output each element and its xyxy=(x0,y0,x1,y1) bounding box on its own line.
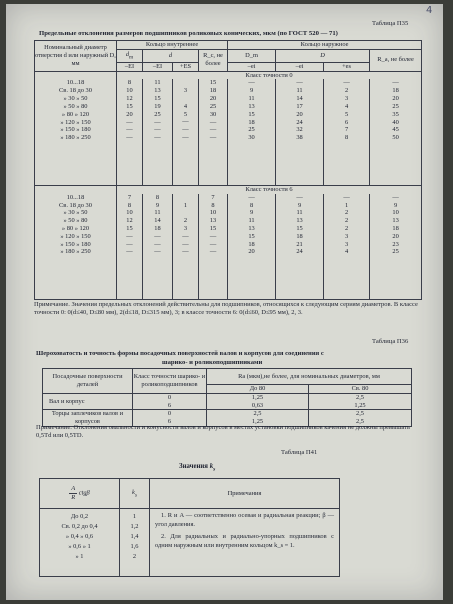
class6-range: » 50 » 80 xyxy=(63,217,88,225)
header-dm-outer: D_m xyxy=(228,49,276,62)
class0-range: » 80 » 120 xyxy=(61,110,90,118)
p36-to80-col-b: 2,5 1,25 xyxy=(207,410,309,427)
class0-col-4: 15 18 20 25 30 — — — xyxy=(199,79,228,185)
class0-col-5: — 9 11 13 15 18 25 30 xyxy=(228,79,276,185)
class0-col-7: — 2 3 4 5 6 7 8 xyxy=(324,79,370,185)
class6-col-8: — 9 10 13 18 20 23 25 xyxy=(370,194,422,300)
p41-range: До 0,2 xyxy=(70,513,89,520)
class0-range: » 30 » 50 xyxy=(63,95,88,103)
p41-range: » 0,4 » 0,6 xyxy=(65,532,94,540)
header-outer-ring: Кольцо наружное xyxy=(228,41,422,50)
p36-class-col-a: 0 6 xyxy=(133,393,207,410)
p41-range: » 0,6 » 1 xyxy=(68,542,91,550)
class0-col-1: 8 10 12 15 20 — — — xyxy=(117,79,143,185)
class0-col-2: 11 13 15 19 25 — — — xyxy=(143,79,173,185)
table-p41 xyxy=(39,478,340,577)
class0-range: 10...18 xyxy=(66,79,85,87)
header-ks: $k_s$ xyxy=(120,479,150,509)
table-p35-note: Примечание. Значения предельных отклонений действительны для подшипников, относящихся к следующим сериям диаметров. В классе точности 0: 0(d≤40, D≤80 мм), 2(d≤18, D≤315 мм), 3; в классе точности 6: 0(d≤60, D≤95 мм), 2, 3. xyxy=(34,301,418,317)
class0-range: » 50 » 80 xyxy=(63,102,88,110)
class6-col-2: 8 9 11 14 18 — — — xyxy=(143,194,173,300)
header-d-inner: d xyxy=(143,49,199,62)
header-ratio: $\frac{A}{R}$ ctgβ xyxy=(40,479,120,509)
class6-col-5: — 8 9 11 13 15 18 20 xyxy=(228,194,276,300)
header-over-80: Св. 80 xyxy=(309,385,412,394)
p36-to80-col-a: 1,25 0,63 xyxy=(207,393,309,410)
class6-ranges xyxy=(35,194,117,300)
header-ei-1: –EI xyxy=(117,62,143,71)
class6-col-6: — 9 11 13 15 18 21 24 xyxy=(276,194,324,300)
class6-col-7: — 1 2 2 2 3 3 4 xyxy=(324,194,370,300)
table-p36-title-2: шарико- и роликоподшипниками xyxy=(162,359,263,366)
row-shaft-housing: Вал и корпус xyxy=(43,393,133,410)
header-es-2: +es xyxy=(324,62,370,71)
table-p36 xyxy=(42,368,412,427)
class6-range: » 30 » 50 xyxy=(63,209,88,217)
header-bearing-class: Класс точности шарико- и роликоподшипников xyxy=(133,369,207,394)
class6-range: 10...18 xyxy=(66,193,85,201)
table-p36-number: Таблица П36 xyxy=(372,338,409,345)
p41-ranges xyxy=(40,509,120,577)
document-sheet xyxy=(6,4,443,600)
row-shoulder-faces: Торцы заплечиков валов и корпусов xyxy=(43,410,133,427)
class6-col-4: 7 8 10 13 15 — — — xyxy=(199,194,228,300)
p41-note-2: 2. Для радиальных и радиально-упорных подшипников с одним наружным или внутренним кольцом k_s = 1. xyxy=(155,533,334,549)
header-rc-inner: R_c, не более xyxy=(199,49,228,71)
class6-range: » 80 » 120 xyxy=(61,225,90,232)
class0-label: Класс точности 0 xyxy=(117,71,422,79)
class6-range: » 120 » 150 xyxy=(60,232,91,240)
table-p41-number: Таблица П41 xyxy=(281,449,318,456)
class0-range: » 120 » 150 xyxy=(60,118,91,126)
class0-range: » 150 » 180 xyxy=(60,126,91,134)
class0-range: Св. 18 до 30 xyxy=(59,87,92,95)
header-nominal-diameter: Номинальный диаметр отверстия d или наружный D, мм xyxy=(35,41,117,72)
class0-ranges xyxy=(35,79,117,185)
table-p41-title: Значения $k_s$ xyxy=(179,463,216,473)
class0-col-8: — 18 20 25 35 40 45 50 xyxy=(370,79,422,185)
header-inner-ring: Кольцо внутреннее xyxy=(117,41,228,50)
header-notes: Примечания xyxy=(150,479,340,509)
table-p36-title-1: Шероховатость и точность формы посадочных поверхностей валов и корпусов для соединения с xyxy=(36,350,324,357)
header-dm-inner: $d_m$ xyxy=(117,49,143,62)
p36-over80-col-a: 2,5 1,25 xyxy=(309,393,412,410)
header-ei-3: –ei xyxy=(228,62,276,71)
table-p35-number: Таблица П35 xyxy=(372,20,409,27)
class6-label: Класс точности 6 xyxy=(117,185,422,193)
class6-range: Св. 18 до 30 xyxy=(59,201,92,209)
header-surface: Посадочные поверхности деталей xyxy=(43,369,133,394)
p41-ks-values: 1 1,2 1,4 1,6 2 xyxy=(120,509,150,577)
header-ei-2: –EI xyxy=(143,62,173,71)
header-ra: Ra (мкм),не более, для номинальных диаметров, мм xyxy=(207,369,412,385)
p41-note-1: 1. R и A — соответственно осевая и радиальная реакции; β — угол давления. xyxy=(155,512,334,528)
table-p36-note: Примечание. Отклонения овальности и конусности валов и корпусов в местах установки подшипников качения не должны превышать 0,5Td или 0,5TD. xyxy=(36,424,410,440)
p36-over80-col-b: 2,5 2,5 xyxy=(309,410,412,427)
p41-range: » 1 xyxy=(75,552,84,560)
table-p35 xyxy=(34,40,422,300)
header-ra-outer: R_a, не более xyxy=(370,49,422,71)
class0-range: » 180 » 250 xyxy=(60,134,91,142)
p36-class-col-b: 0 6 xyxy=(133,410,207,427)
class6-range: » 180 » 250 xyxy=(60,248,91,256)
class6-col-3: 1 2 3 — — — xyxy=(173,194,199,300)
header-d-outer: D xyxy=(276,49,370,62)
class0-col-6: — 11 14 17 20 24 32 38 xyxy=(276,79,324,185)
table-p35-title: Предельные отклонения размеров подшипников роликовых конических, мкм (по ГОСТ 520 — 71) xyxy=(39,30,338,37)
class0-col-3: 3 4 5 — — — xyxy=(173,79,199,185)
class6-col-1: 7 8 10 12 15 — — — xyxy=(117,194,143,300)
p41-notes xyxy=(150,509,340,577)
header-to-80: До 80 xyxy=(207,385,309,394)
header-ei-4: –ei xyxy=(276,62,324,71)
header-es-1: +ES xyxy=(173,62,199,71)
page-number: 4 xyxy=(426,5,433,16)
p41-range: Св. 0,2 до 0,4 xyxy=(61,522,98,530)
class6-range: » 150 » 180 xyxy=(60,240,91,248)
